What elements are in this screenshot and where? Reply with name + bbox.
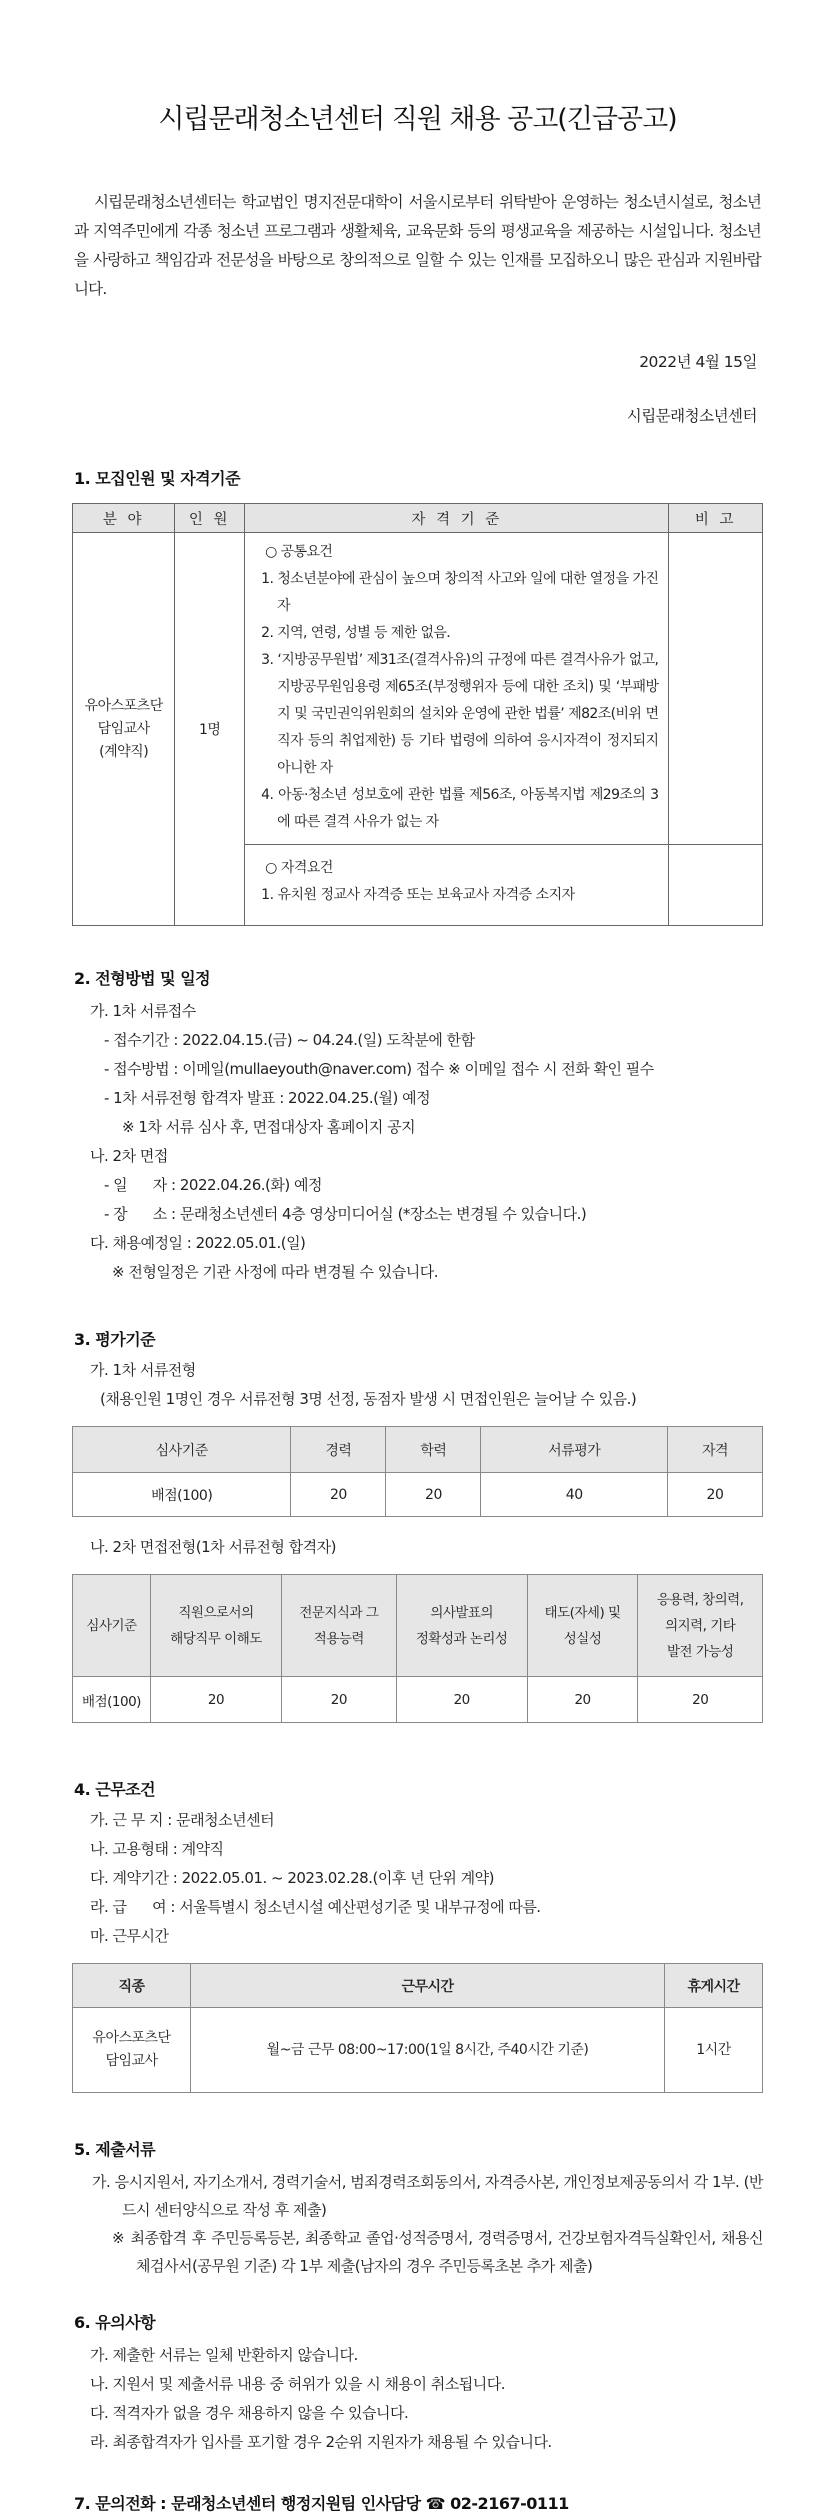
list-item: 1. 청소년분야에 관심이 높으며 창의적 사고와 일에 대한 열정을 가진 자 [261,571,659,614]
section-6-title: 6. 유의사항 [74,2313,156,2332]
table-cell: 20 [527,1677,638,1723]
table-cell: 배점(100) [73,1473,291,1517]
break-cell: 1시간 [665,2008,763,2093]
table-header: 직종 [73,1964,191,2008]
list-item: 다. 채용예정일 : 2022.05.01.(일) [90,1234,306,1252]
field-line: 유아스포츠단 [84,697,163,714]
evaluation-second [72,1533,763,1562]
list-item: ※ 전형일정은 기관 사정에 따라 변경될 수 있습니다. [112,1263,439,1281]
table-cell: 20 [151,1677,282,1723]
common-requirements-head: ○ 공통요건 [265,544,333,560]
table-header: 경력 [291,1427,386,1473]
remarks-cell [669,533,763,845]
table-row [73,533,763,845]
table-header: 심사기준 [73,1575,151,1677]
table-header-row [73,504,763,533]
table-header: 전문지식과 그 적용능력 [282,1575,397,1677]
list-item: - 장 소 : 문래청소년센터 4층 영상미디어실 (*장소는 변경될 수 있습니다.) [104,1205,587,1223]
section-5-title: 5. 제출서류 [74,2140,156,2159]
table-header: 학력 [386,1427,481,1473]
list-item: 가. 제출한 서류는 일체 반환하지 않습니다. [90,2346,358,2364]
field-line: 담임교사 [97,720,150,737]
section-4-title: 4. 근무조건 [74,1780,156,1799]
section-2-title: 2. 전형방법 및 일정 [74,969,211,988]
header-criteria: 자 격 기 준 [245,504,669,533]
required-documents [72,2168,763,2280]
list-item: 2. 지역, 연령, 성별 등 제한 없음. [261,625,451,641]
list-item: - 접수기간 : 2022.04.15.(금) ~ 04.24.(일) 도착분에 한함 [104,1031,475,1049]
intro-paragraph: 시립문래청소년센터는 학교법인 명지전문대학이 서울시로부터 위탁받아 운영하는 청소년시설로, 청소년과 지역주민에게 각종 청소년 프로그램과 생활체육, 교육문화 등의 평생교육을 제공하는 시설입니다. 청소년을 사랑하고 책임감과 전문성을 바탕으로 창의적으로 일할 수 있는 인재를 모집하오니 많은 관심과 지원바랍니다. [74,193,761,298]
interview-evaluation-table [72,1574,763,1723]
list-item: 나. 2차 면접 [90,1147,168,1165]
header-field: 분 야 [73,504,175,533]
work-conditions [72,1806,763,1951]
table-header: 근무시간 [191,1964,665,2008]
evaluation-first [72,1356,763,1414]
table-cell: 배점(100) [73,1677,151,1723]
list-item: ※ 1차 서류 심사 후, 면접대상자 홈페이지 공지 [122,1118,416,1136]
qualification-head: ○ 자격요건 [265,860,333,876]
notice-organization: 시립문래청소년센터 [626,407,757,425]
table-header: 서류평가 [481,1427,667,1473]
qualification-requirements [245,845,669,926]
table-row [73,1677,763,1723]
table-row [73,2008,763,2093]
remarks-cell [669,845,763,926]
table-cell: 20 [638,1677,763,1723]
section-1-title: 1. 모집인원 및 자격기준 [74,469,241,488]
section-3-title: 3. 평가기준 [74,1330,156,1349]
list-item: 4. 아동·청소년 성보호에 관한 법률 제56조, 아동복지법 제29조의 3에 따른 결격 사유가 없는 자 [261,787,659,830]
list-item: 라. 최종합격자가 입사를 포기할 경우 2순위 지원자가 채용될 수 있습니다. [90,2433,552,2451]
list-item: ※ 최종합격 후 주민등록등본, 최종학교 졸업·성적증명서, 경력증명서, 건강보험자격득실확인서, 채용신체검사서(공무원 기준) 각 1부 제출(남자의 경우 주민등록초본 추가 제출) [112,2229,763,2275]
list-item: - 일 자 : 2022.04.26.(화) 예정 [104,1176,322,1194]
table-cell: 40 [481,1473,667,1517]
list-item: 가. 응시지원서, 자기소개서, 경력기술서, 범죄경력조회동의서, 자격증사본, 개인정보제공동의서 각 1부. (반드시 센터양식으로 작성 후 제출) [92,2173,763,2219]
table-cell: 20 [386,1473,481,1517]
table-header: 의사발표의 정확성과 논리성 [396,1575,527,1677]
count-cell: 1명 [175,533,245,926]
table-cell: 20 [282,1677,397,1723]
list-item: 가. 1차 서류접수 [90,1002,196,1020]
list-item: 가. 근 무 지 : 문래청소년센터 [90,1811,275,1829]
list-item: 나. 2차 면접전형(1차 서류전형 합격자) [90,1538,336,1556]
table-header-row [73,1427,763,1473]
list-item: 다. 적격자가 없을 경우 채용하지 않을 수 있습니다. [90,2404,409,2422]
hours-cell: 월~금 근무 08:00~17:00(1일 8시간, 주40시간 기준) [191,2008,665,2093]
table-row [73,1473,763,1517]
list-item: - 접수방법 : 이메일(mullaeyouth@naver.com) 접수 ※ 이메일 접수 시 전화 확인 필수 [104,1060,654,1078]
list-item: 나. 고용형태 : 계약직 [90,1840,224,1858]
notes-list [72,2341,763,2457]
document-evaluation-table [72,1426,763,1517]
field-line: (계약직) [99,743,149,760]
selection-schedule [72,997,763,1287]
list-item: 마. 근무시간 [90,1927,169,1945]
contact-phone: 7. 문의전화 : 문래청소년센터 행정지원팀 인사담당 ☎ 02-2167-0111 [74,2494,569,2513]
notice-date: 2022년 4월 15일 [639,353,757,371]
list-item: 라. 급 여 : 서울특별시 청소년시설 예산편성기준 및 내부규정에 따름. [90,1898,541,1916]
common-requirements [245,533,669,845]
header-remarks: 비 고 [669,504,763,533]
job-cell: 유아스포츠단 담임교사 [73,2008,191,2093]
table-header: 심사기준 [73,1427,291,1473]
table-cell: 20 [396,1677,527,1723]
table-header: 자격 [667,1427,762,1473]
table-cell: 20 [667,1473,762,1517]
table-header-row [73,1575,763,1677]
list-item: 가. 1차 서류전형 [90,1361,196,1379]
field-cell [73,533,175,926]
list-item: 다. 계약기간 : 2022.05.01. ~ 2023.02.28.(이후 년 단위 계약) [90,1869,494,1887]
list-item: 1. 유치원 정교사 자격증 또는 보육교사 자격증 소지자 [261,887,575,903]
table-header: 태도(자세) 및 성실성 [527,1575,638,1677]
table-header: 직원으로서의 해당직무 이해도 [151,1575,282,1677]
table-header: 응용력, 창의력, 의지력, 기타 발전 가능성 [638,1575,763,1677]
work-hours-table [72,1963,763,2093]
qualification-table [72,503,763,926]
list-item: 3. ‘지방공무원법’ 제31조(결격사유)의 규정에 따른 결격사유가 없고, 지방공무원임용령 제65조(부정행위자 등에 대한 조치) 및 ‘부패방지 및 국민권익위원회의 설치와 운영에 관한 법률’ 제82조(비위 면직자 등의 취업제한) 등 기타 법령에 의하여 응시자격이 정지되지 아니한 자 [261,652,659,776]
list-item: - 1차 서류전형 합격자 발표 : 2022.04.25.(월) 예정 [104,1089,431,1107]
table-header-row [73,1964,763,2008]
list-item: 나. 지원서 및 제출서류 내용 중 허위가 있을 시 채용이 취소됩니다. [90,2375,505,2393]
list-item: (채용인원 1명인 경우 서류전형 3명 선정, 동점자 발생 시 면접인원은 늘어날 수 있음.) [100,1390,637,1408]
header-count: 인 원 [175,504,245,533]
page-title: 시립문래청소년센터 직원 채용 공고(긴급공고) [158,104,677,135]
table-header: 휴게시간 [665,1964,763,2008]
table-cell: 20 [291,1473,386,1517]
